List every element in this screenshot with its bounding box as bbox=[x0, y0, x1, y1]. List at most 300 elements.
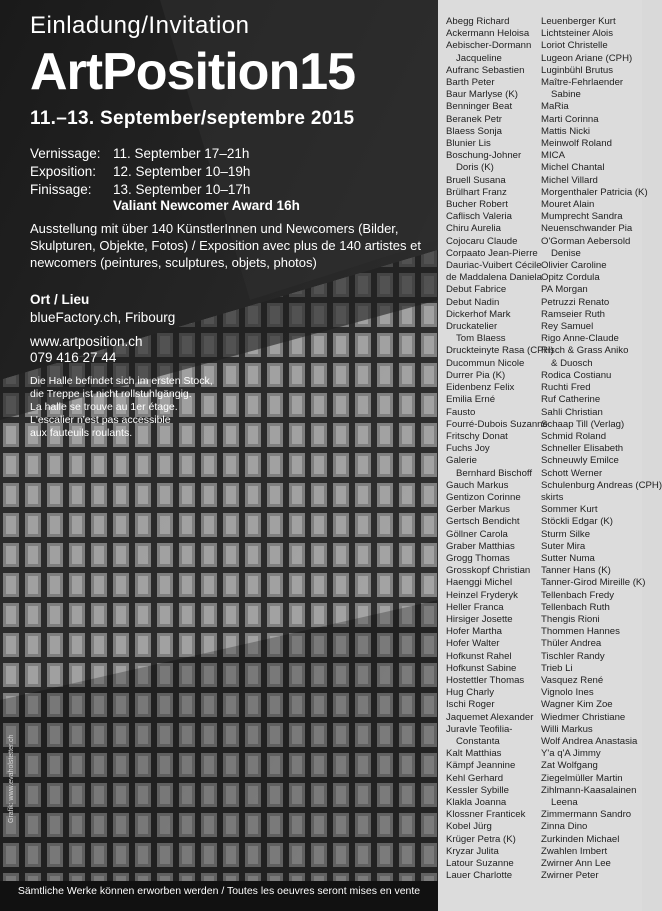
artist-name bbox=[541, 150, 641, 162]
artist-name-text: Lichtsteiner Alois bbox=[541, 28, 613, 40]
artist-name-text: Hofer Martha bbox=[446, 626, 502, 638]
artist-name bbox=[446, 602, 542, 614]
artist-name bbox=[446, 590, 542, 602]
schedule-label: Finissage: bbox=[30, 182, 92, 197]
artist-name-text: Abegg Richard bbox=[446, 16, 510, 27]
artist-name bbox=[541, 858, 641, 870]
artist-name-text: Bucher Robert bbox=[446, 199, 508, 211]
artist-name bbox=[446, 321, 542, 345]
artist-name bbox=[446, 504, 542, 516]
artist-name-text: Kobel Jürg bbox=[446, 821, 492, 833]
artist-name bbox=[446, 260, 542, 272]
artist-name-text: Kryzar Julita bbox=[446, 845, 499, 857]
artist-name-text: Kalt Matthias bbox=[446, 748, 502, 760]
artist-name-text: Morgenthaler Patricia (K) bbox=[541, 186, 648, 198]
artist-name-text: Ischi Roger bbox=[446, 699, 495, 711]
artist-name bbox=[541, 284, 641, 296]
artist-name-text: Debut Fabrice bbox=[446, 284, 507, 296]
artist-name bbox=[446, 199, 542, 211]
artist-name-text: Tellenbach Ruth bbox=[541, 601, 610, 613]
footer-text: Sämtliche Werke können erworben werden / Toutes les oeuvres seront mises en vente bbox=[17, 885, 421, 897]
artist-name bbox=[446, 614, 542, 626]
artist-name bbox=[541, 419, 641, 431]
artist-name-text: Baur Marlyse (K) bbox=[446, 89, 518, 101]
artist-name-text: Ziegelmüller Martin bbox=[541, 772, 623, 784]
artist-name-text: Galerie bbox=[446, 455, 477, 467]
artist-name-text: Schaap Till (Verlag) bbox=[541, 418, 625, 430]
artist-name bbox=[541, 699, 641, 711]
artist-name bbox=[446, 138, 542, 150]
artist-name bbox=[541, 748, 641, 760]
artist-name-text: Y'a q'A Jimmy bbox=[541, 748, 601, 760]
artist-name-text: Vasquez René bbox=[541, 674, 604, 686]
artist-name-text: Zinna Dino bbox=[541, 821, 588, 833]
artist-name-text: Thommen Hannes bbox=[541, 626, 620, 638]
artist-name bbox=[446, 809, 542, 821]
artist-name-text: Debut Nadin bbox=[446, 296, 500, 308]
artist-name bbox=[541, 675, 641, 687]
artist-name-text: Leuenberger Kurt bbox=[541, 16, 616, 27]
artist-name-text: Ruf Catherine bbox=[541, 394, 601, 406]
artist-name bbox=[446, 407, 542, 419]
artist-name-text: Tischler Randy bbox=[541, 650, 605, 662]
artist-name-text: Tanner-Girod Mireille (K) bbox=[541, 577, 646, 589]
artist-name bbox=[446, 418, 548, 431]
artist-name bbox=[541, 211, 641, 223]
artist-name bbox=[541, 297, 641, 309]
artist-name bbox=[541, 773, 641, 785]
artist-name bbox=[446, 297, 542, 309]
artist-name bbox=[446, 663, 542, 675]
artist-name bbox=[446, 223, 542, 235]
artist-name bbox=[446, 16, 542, 28]
artist-name bbox=[446, 345, 554, 357]
artist-name bbox=[446, 150, 542, 174]
artist-name bbox=[541, 760, 641, 772]
artist-name bbox=[446, 114, 542, 126]
artist-name-continuation: Bernhard Bischoff bbox=[456, 467, 533, 479]
artist-name bbox=[541, 785, 641, 809]
artist-name bbox=[446, 187, 542, 199]
artist-name-text: Hofkunst Rahel bbox=[446, 650, 512, 662]
artist-name bbox=[541, 663, 641, 675]
artist-name-text: Schneller Elisabeth bbox=[541, 443, 624, 455]
artist-name-text: Zurkinden Michael bbox=[541, 833, 620, 845]
artist-name-text: Kessler Sybille bbox=[446, 784, 509, 796]
artist-name-text: Lugeon Ariane (CPH) bbox=[541, 52, 633, 64]
artist-name-text: Fourré-Dubois Suzanne bbox=[446, 418, 548, 430]
artist-name-text: Trieb Li bbox=[541, 662, 573, 674]
artist-name-text: Gerber Markus bbox=[446, 504, 510, 516]
artist-name bbox=[446, 651, 542, 663]
artist-name-text: Maître-Fehrlaender bbox=[541, 77, 624, 89]
artist-name bbox=[446, 821, 542, 833]
artist-name-continuation: Leena bbox=[551, 797, 578, 808]
artist-name-text: Kehl Gerhard bbox=[446, 772, 504, 784]
artist-name-text: Schneuwly Emilce bbox=[541, 455, 619, 467]
artist-name-text: Olivier Caroline bbox=[541, 260, 607, 272]
artist-name bbox=[541, 626, 641, 638]
artist-name bbox=[541, 443, 641, 455]
artist-name-text: Latour Suzanne bbox=[446, 858, 514, 870]
artist-name-continuation: Doris (K) bbox=[456, 162, 494, 174]
artist-name bbox=[446, 358, 542, 370]
artist-name bbox=[541, 870, 641, 882]
award-line: Valiant Newcomer Award 16h bbox=[113, 198, 300, 213]
artist-name bbox=[541, 407, 641, 419]
artist-name bbox=[541, 333, 641, 345]
artist-name bbox=[541, 236, 641, 260]
artist-name bbox=[541, 504, 641, 516]
artist-name-text: Krüger Petra (K) bbox=[446, 833, 516, 845]
artist-name bbox=[541, 602, 641, 614]
artist-name-text: PA Morgan bbox=[541, 284, 588, 296]
artist-name-text: Tellenbach Fredy bbox=[541, 589, 615, 601]
artist-name-text: Klakla Joanna bbox=[446, 797, 507, 808]
artist-name bbox=[446, 309, 542, 321]
artist-name bbox=[541, 834, 641, 846]
artist-name bbox=[541, 345, 641, 369]
artist-name bbox=[541, 577, 646, 589]
artist-name-text: Neuenschwander Pia bbox=[541, 223, 633, 235]
artist-name bbox=[446, 101, 542, 113]
artist-name-text: Fuchs Joy bbox=[446, 443, 490, 455]
artist-name-text: Rey Samuel bbox=[541, 321, 594, 333]
artist-name-text: Gertsch Bendicht bbox=[446, 516, 520, 528]
artist-name bbox=[446, 797, 542, 809]
artist-name bbox=[541, 321, 641, 333]
artist-name bbox=[446, 626, 542, 638]
artist-name-text: Chiru Aurelia bbox=[446, 223, 501, 235]
artist-name-text: Ruchti Fred bbox=[541, 382, 591, 394]
artist-name bbox=[446, 858, 542, 870]
artist-name-text: Tanner Hans (K) bbox=[541, 565, 611, 577]
artist-name bbox=[541, 370, 641, 382]
location-heading: Ort / Lieu bbox=[30, 292, 90, 307]
artist-name bbox=[446, 638, 542, 650]
artist-name-text: Vignolo Ines bbox=[541, 687, 594, 699]
artist-name bbox=[446, 870, 542, 882]
artist-name-text: Klossner Franticek bbox=[446, 809, 526, 821]
artist-name-text: Eidenbenz Felix bbox=[446, 382, 515, 394]
artist-name bbox=[541, 162, 641, 174]
artist-name-text: Gauch Markus bbox=[446, 479, 509, 491]
artist-name bbox=[541, 101, 641, 113]
artist-name bbox=[541, 821, 641, 833]
artist-name bbox=[446, 65, 542, 77]
schedule-value: 12. September 10–19h bbox=[113, 164, 251, 179]
artist-name bbox=[446, 687, 542, 699]
artist-name bbox=[446, 577, 542, 589]
artist-name bbox=[541, 77, 641, 101]
artist-name-text: Druckteinyte Rasa (CPH) bbox=[446, 345, 554, 357]
artist-name-text: Suter Mira bbox=[541, 540, 586, 552]
artist-name-text: Druckatelier bbox=[446, 321, 498, 333]
artist-name-text: Zwahlen Imbert bbox=[541, 845, 608, 857]
schedule-label: Exposition: bbox=[30, 164, 97, 179]
artist-name-text: Zwirner Ann Lee bbox=[541, 858, 611, 870]
artist-name bbox=[541, 114, 641, 126]
artist-name-text: Stöckli Edgar (K) bbox=[541, 516, 613, 528]
artist-name-text: Blaess Sonja bbox=[446, 125, 502, 137]
artist-name bbox=[446, 760, 542, 772]
artist-name-text: Benninger Beat bbox=[446, 101, 513, 113]
artist-name bbox=[446, 211, 542, 223]
artist-name bbox=[541, 541, 641, 553]
artist-name bbox=[446, 40, 542, 64]
artist-name bbox=[541, 175, 641, 187]
artist-name bbox=[446, 699, 542, 711]
artist-name bbox=[446, 492, 542, 504]
artist-name bbox=[446, 553, 542, 565]
artist-name bbox=[541, 479, 662, 492]
artist-name-text: Sommer Kurt bbox=[541, 504, 598, 516]
artist-name bbox=[541, 16, 641, 28]
artist-name bbox=[541, 455, 641, 467]
artist-name-text: Michel Villard bbox=[541, 174, 598, 186]
artist-name bbox=[446, 175, 542, 187]
artist-name bbox=[541, 614, 641, 626]
artist-name-text: Juravle Teofilia- bbox=[446, 723, 513, 735]
schedule-value: 11. September 17–21h bbox=[113, 146, 250, 161]
artist-name-text: Mumprecht Sandra bbox=[541, 211, 623, 223]
footer-bar bbox=[0, 881, 438, 911]
artist-name-text: Aebischer-Dormann bbox=[446, 40, 532, 52]
artist-name-text: Göllner Carola bbox=[446, 528, 508, 540]
artist-name bbox=[541, 28, 641, 40]
artist-name-text: Rigo Anne-Claude bbox=[541, 333, 619, 345]
artist-name bbox=[446, 675, 542, 687]
artist-name bbox=[446, 382, 542, 394]
artist-name-text: Haenggi Michel bbox=[446, 577, 513, 589]
phone-number: 079 416 27 44 bbox=[30, 350, 117, 365]
accessibility-line: die Treppe ist nicht rollstuhlgängig. bbox=[30, 388, 192, 400]
artist-name-text: O'Gorman Aebersold bbox=[541, 235, 631, 247]
artist-name bbox=[541, 272, 641, 284]
artist-name-text: Hirsiger Josette bbox=[446, 613, 513, 625]
artist-name bbox=[446, 126, 542, 138]
artist-name-text: MICA bbox=[541, 150, 565, 162]
artist-name bbox=[446, 370, 542, 382]
artist-name-text: Mattis Nicki bbox=[541, 125, 591, 137]
artist-name-text: Zat Wolfgang bbox=[541, 760, 598, 772]
artist-name bbox=[446, 529, 542, 541]
artist-name-text: Hofkunst Sabine bbox=[446, 662, 517, 674]
artist-name bbox=[541, 394, 641, 406]
accessibility-line: La halle se trouve au 1er étage. bbox=[30, 401, 178, 413]
artist-name-text: Hostettler Thomas bbox=[446, 674, 525, 686]
artist-name bbox=[446, 443, 542, 455]
artist-name-text: Lauer Charlotte bbox=[446, 870, 513, 882]
artist-name bbox=[446, 773, 542, 785]
artist-name bbox=[446, 394, 542, 406]
artist-name bbox=[446, 846, 542, 858]
artist-name bbox=[541, 382, 641, 394]
artist-name-text: Gentizon Corinne bbox=[446, 491, 521, 503]
artist-name-text: Jaquemet Alexander bbox=[446, 711, 534, 723]
artist-name-text: Graber Matthias bbox=[446, 540, 515, 552]
artist-name bbox=[541, 138, 641, 150]
artist-name-text: Boschung-Johner bbox=[446, 150, 522, 162]
artist-name-text: Zimmermann Sandro bbox=[541, 809, 632, 821]
artist-name bbox=[541, 809, 641, 821]
artist-name-text: Brülhart Franz bbox=[446, 186, 507, 198]
artist-name bbox=[541, 590, 641, 602]
artist-name-text: Opitz Cordula bbox=[541, 272, 600, 284]
artist-name-text: Blunier Lis bbox=[446, 138, 491, 150]
artist-name bbox=[446, 272, 542, 284]
artist-name bbox=[541, 468, 641, 480]
artist-name bbox=[541, 638, 641, 650]
artist-name bbox=[446, 834, 542, 846]
artist-name-text: Mouret Alain bbox=[541, 199, 595, 211]
artist-name bbox=[446, 455, 542, 479]
artist-name-text: Hug Charly bbox=[446, 687, 494, 699]
artist-name bbox=[446, 516, 542, 528]
artist-name bbox=[541, 260, 641, 272]
artist-name-text: Cojocaru Claude bbox=[446, 235, 518, 247]
artist-name-continuation: Jacqueline bbox=[456, 52, 502, 64]
artist-name bbox=[541, 126, 641, 138]
event-title: ArtPosition15 bbox=[30, 43, 356, 101]
artist-name bbox=[541, 846, 641, 858]
artist-name-text: de Maddalena Daniela bbox=[446, 272, 543, 284]
artist-name-text: Meinwolf Roland bbox=[541, 138, 612, 150]
artist-name-continuation: Denise bbox=[551, 247, 581, 259]
event-dates: 11.–13. September/septembre 2015 bbox=[30, 108, 355, 129]
accessibility-line: aux fauteuils roulants. bbox=[30, 427, 133, 439]
schedule-label: Vernissage: bbox=[30, 146, 101, 161]
artist-name-text: Sahli Christian bbox=[541, 406, 603, 418]
artist-name bbox=[446, 724, 542, 748]
artist-name-text: Heller Franca bbox=[446, 601, 504, 613]
artist-name bbox=[541, 687, 641, 699]
artist-name-text: Ackermann Heloisa bbox=[446, 28, 530, 40]
artist-name-text: Luginbühl Brutus bbox=[541, 64, 614, 76]
schedule-value: 13. September 10–17h bbox=[113, 182, 251, 197]
artist-name-text: Grosskopf Christian bbox=[446, 565, 531, 577]
artist-name-text: Zihlmann-Kaasalainen bbox=[541, 784, 637, 796]
artist-name-text: Rodica Costianu bbox=[541, 369, 612, 381]
artist-name bbox=[541, 736, 641, 748]
artist-name bbox=[541, 553, 641, 565]
artist-name-continuation: Tom Blaess bbox=[456, 333, 506, 345]
artist-name bbox=[541, 724, 641, 736]
artist-name-text: MaRia bbox=[541, 101, 569, 113]
artist-name-text: Hofer Walter bbox=[446, 638, 500, 650]
artist-name-text: Petruzzi Renato bbox=[541, 296, 610, 308]
artist-name-text: Schulenburg Andreas (CPH) bbox=[541, 479, 662, 491]
artist-name bbox=[541, 565, 641, 577]
design-credit: Grafik: www.evaholstetter.ch bbox=[8, 734, 15, 823]
artist-name bbox=[541, 712, 641, 724]
artist-name-text: Sturm Silke bbox=[541, 528, 591, 540]
website-link[interactable]: www.artposition.ch bbox=[30, 334, 143, 349]
schedule-row bbox=[30, 145, 249, 162]
artist-name-text: Schmid Roland bbox=[541, 430, 607, 442]
artist-name-text: Ducommun Nicole bbox=[446, 357, 525, 369]
artist-list-panel bbox=[438, 0, 662, 911]
description: Ausstellung mit über 140 KünstlerInnen und Newcomers (Bilder, Skulpturen, Objekte, Fotos) / Exposition avec plus de 140 artistes et newcomers (peintures, sculptures, objets, photos) bbox=[30, 221, 421, 270]
accessibility-line: L'escalier n'est pas accessible bbox=[30, 414, 171, 426]
artist-name-text: Marti Corinna bbox=[541, 113, 599, 125]
artist-name bbox=[541, 65, 641, 77]
artist-name-text: Wagner Kim Zoe bbox=[541, 699, 613, 711]
artist-name-text: Thengis Rioni bbox=[541, 613, 600, 625]
artist-name-text: Willi Markus bbox=[541, 723, 593, 735]
artist-name-text: Wolf Andrea Anastasia bbox=[541, 735, 638, 747]
artist-name bbox=[541, 186, 648, 199]
schedule-row bbox=[30, 163, 250, 180]
location-place: blueFactory.ch, Fribourg bbox=[30, 310, 176, 325]
artist-name-text: Beranek Petr bbox=[446, 113, 502, 125]
artist-name-text: Aufranc Sebastien bbox=[446, 64, 525, 76]
artist-name bbox=[446, 236, 542, 248]
artist-name bbox=[541, 40, 641, 52]
artist-name bbox=[541, 651, 641, 663]
artist-name-text: skirts bbox=[541, 491, 564, 503]
artist-name bbox=[541, 53, 641, 65]
artist-name bbox=[541, 431, 641, 443]
artist-name-text: Durrer Pia (K) bbox=[446, 369, 506, 381]
artist-name-text: Kämpf Jeannine bbox=[446, 760, 516, 772]
artist-name bbox=[541, 529, 641, 541]
artist-name bbox=[541, 223, 641, 235]
schedule-row bbox=[30, 181, 250, 198]
artist-name-text: Barth Peter bbox=[446, 77, 495, 89]
artist-name-text: Dickerhof Mark bbox=[446, 308, 511, 320]
artist-name-text: Sutter Numa bbox=[541, 552, 595, 564]
artist-name bbox=[446, 712, 542, 724]
artist-name-continuation: & Duosch bbox=[551, 357, 593, 369]
artist-name bbox=[446, 785, 542, 797]
artist-name bbox=[446, 284, 542, 296]
artist-name-text: Bruell Susana bbox=[446, 174, 506, 186]
artist-name bbox=[446, 89, 542, 101]
artist-name-text: Grogg Thomas bbox=[446, 552, 510, 564]
artist-name-text: Emilia Erné bbox=[446, 394, 496, 406]
artist-name bbox=[541, 492, 641, 504]
artist-name-text: Heinzel Fryderyk bbox=[446, 589, 518, 601]
artist-name-text: Caflisch Valeria bbox=[446, 211, 512, 223]
artist-name bbox=[541, 516, 641, 528]
artist-name-text: Schott Werner bbox=[541, 467, 603, 479]
artist-name bbox=[446, 748, 542, 760]
artist-name-text: Loriot Christelle bbox=[541, 40, 608, 52]
artist-name bbox=[446, 77, 542, 89]
artist-name bbox=[541, 309, 641, 321]
artist-name bbox=[446, 431, 542, 443]
artist-name-text: Corpaato Jean-Pierre bbox=[446, 247, 538, 259]
artist-name bbox=[541, 199, 641, 211]
artist-name-continuation: Constanta bbox=[456, 735, 500, 747]
artist-name bbox=[446, 480, 542, 492]
artist-name bbox=[446, 248, 542, 260]
artist-name-text: Fausto bbox=[446, 406, 476, 418]
artist-name-text: Zwirner Peter bbox=[541, 870, 599, 882]
artist-name-text: Thüler Andrea bbox=[541, 638, 602, 650]
artist-name-text: Risch & Grass Aniko bbox=[541, 345, 629, 357]
artist-name bbox=[446, 565, 542, 577]
artist-name-text: Dauriac-Vuibert Cécile bbox=[446, 260, 542, 272]
accessibility-line: Die Halle befindet sich im ersten Stock, bbox=[30, 375, 213, 387]
artist-list-column-2 bbox=[541, 16, 662, 882]
invitation-heading: Einladung/Invitation bbox=[30, 12, 250, 39]
artist-name-text: Wiedmer Christiane bbox=[541, 711, 626, 723]
artist-name-text: Fritschy Donat bbox=[446, 430, 508, 442]
artist-name-continuation: Sabine bbox=[551, 89, 581, 101]
artist-name bbox=[446, 28, 542, 40]
